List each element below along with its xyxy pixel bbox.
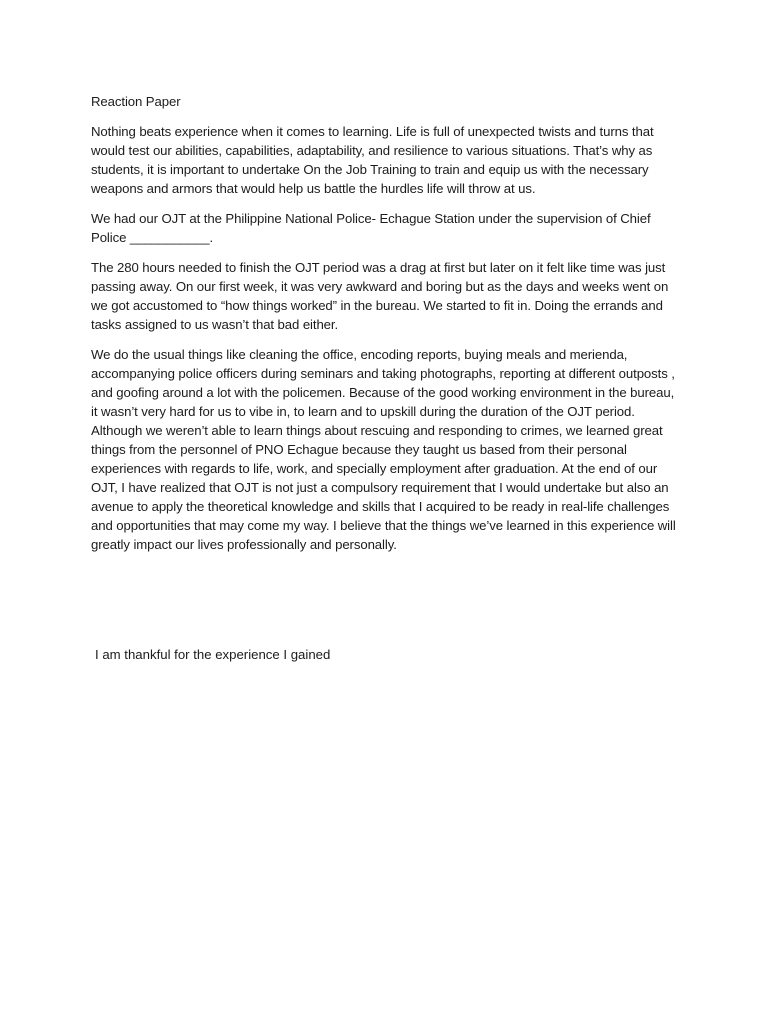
closing-line: I am thankful for the experience I gained xyxy=(95,647,331,662)
paragraph-ojt-location: We had our OJT at the Philippine National Police- Echague Station under the supervision of Chief Police ___________. xyxy=(91,211,651,245)
paragraph-hours: The 280 hours needed to finish the OJT period was a drag at first but later on it felt like time was just passing away. On our first week, it was very awkward and boring but as the days and weeks went on we got accustomed to “how things worked” in the bureau. We started to fit in. Doing the errands and tasks assigned to us wasn’t that bad either. xyxy=(91,260,669,332)
document-body xyxy=(91,92,681,565)
paragraph-intro: Nothing beats experience when it comes to learning. Life is full of unexpected twists and turns that would test our abilities, capabilities, adaptability, and resilience to various situations. That’s why as students, it is important to undertake On the Job Training to train and equip us with the necessary weapons and armors that would help us battle the hurdles life will throw at us. xyxy=(91,124,654,196)
document-title: Reaction Paper xyxy=(91,94,181,109)
paragraph-tasks: We do the usual things like cleaning the office, encoding reports, buying meals and merienda, accompanying police officers during seminars and taking photographs, reporting at different outposts , and goofing around a lot with the policemen. Because of the good working environment in the bureau, it wasn’t very hard for us to vibe in, to learn and to upskill during the duration of the OJT period. Although we weren’t able to learn things about rescuing and responding to crimes, we learned great things from the personnel of PNO Echague because they taught us based from their personal experiences with regards to life, work, and specially employment after graduation. At the end of our OJT, I have realized that OJT is not just a compulsory requirement that I would undertake but also an avenue to apply the theoretical knowledge and skills that I acquired to be ready in real-life challenges and opportunities that may come my way. I believe that the things we’ve learned in this experience will greatly impact our lives professionally and personally. xyxy=(91,347,676,552)
